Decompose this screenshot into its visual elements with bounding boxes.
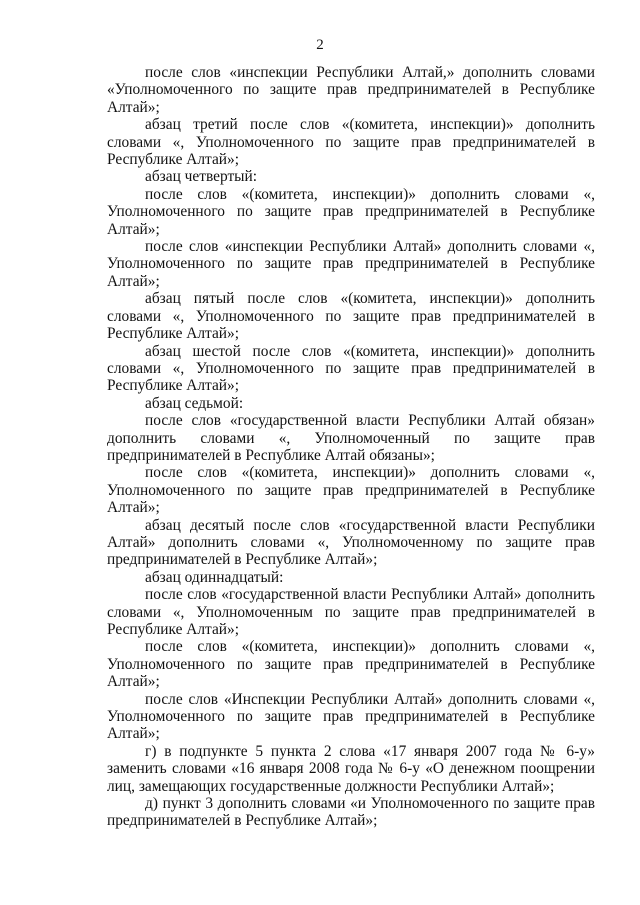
paragraph: абзац шестой после слов «(комитета, инспекции)» дополнить словами «, Уполномоченного по защите прав предпринимателей в Республике Алтай»; xyxy=(107,342,595,395)
paragraph: после слов «Инспекции Республики Алтай» дополнить словами «, Уполномоченного по защите прав предпринимателей в Республике Алтай»; xyxy=(107,690,595,743)
paragraph: абзац пятый после слов «(комитета, инспекции)» дополнить словами «, Уполномоченного по защите прав предпринимателей в Республике Алтай»; xyxy=(107,290,595,343)
paragraph: после слов «инспекции Республики Алтай,» дополнить словами «Уполномоченного по защите прав предпринимателей в Республике Алтай»; xyxy=(107,64,595,116)
paragraph: после слов «государственной власти Республики Алтай» дополнить словами «, Уполномоченным по защите прав предпринимателей в Республике Алтай»; xyxy=(107,586,595,638)
paragraph: д) пункт 3 дополнить словами «и Уполномоченного по защите прав предпринимателей в Республике Алтай»; xyxy=(107,795,595,830)
paragraph: абзац десятый после слов «государственной власти Республики Алтай» дополнить словами «, Уполномоченному по защите прав предпринимателей в Республике Алтай»; xyxy=(107,516,595,569)
paragraph: абзац четвертый: xyxy=(145,168,258,186)
paragraph: г) в подпункте 5 пункта 2 слова «17 января 2007 года № 6-у» заменить словами «16 января 2008 года № 6-у «О денежном поощрении лиц, замещающих государственные должности Республики Алтай»; xyxy=(107,742,595,795)
paragraph: после слов «государственной власти Республики Алтай обязан» дополнить словами «, Уполномоченный по защите прав предпринимателей в Республике Алтай обязаны»; xyxy=(107,412,595,464)
paragraph: абзац одиннадцатый: xyxy=(145,568,284,586)
paragraph: абзац седьмой: xyxy=(145,394,244,412)
paragraph: после слов «(комитета, инспекции)» дополнить словами «, Уполномоченного по защите прав предпринимателей в Республике Алтай»; xyxy=(107,464,595,517)
paragraph: после слов «(комитета, инспекции)» дополнить словами «, Уполномоченного по защите прав предпринимателей в Республике Алтай»; xyxy=(107,638,595,691)
document-body xyxy=(107,64,595,830)
paragraph: после слов «инспекции Республики Алтай» дополнить словами «, Уполномоченного по защите прав предпринимателей в Республике Алтай»; xyxy=(107,238,595,290)
paragraph: после слов «(комитета, инспекции)» дополнить словами «, Уполномоченного по защите прав предпринимателей в Республике Алтай»; xyxy=(107,185,595,238)
paragraph: абзац третий после слов «(комитета, инспекции)» дополнить словами «, Уполномоченного по защите прав предпринимателей в Республике Алтай»; xyxy=(107,116,595,169)
page-number: 2 xyxy=(316,37,324,53)
